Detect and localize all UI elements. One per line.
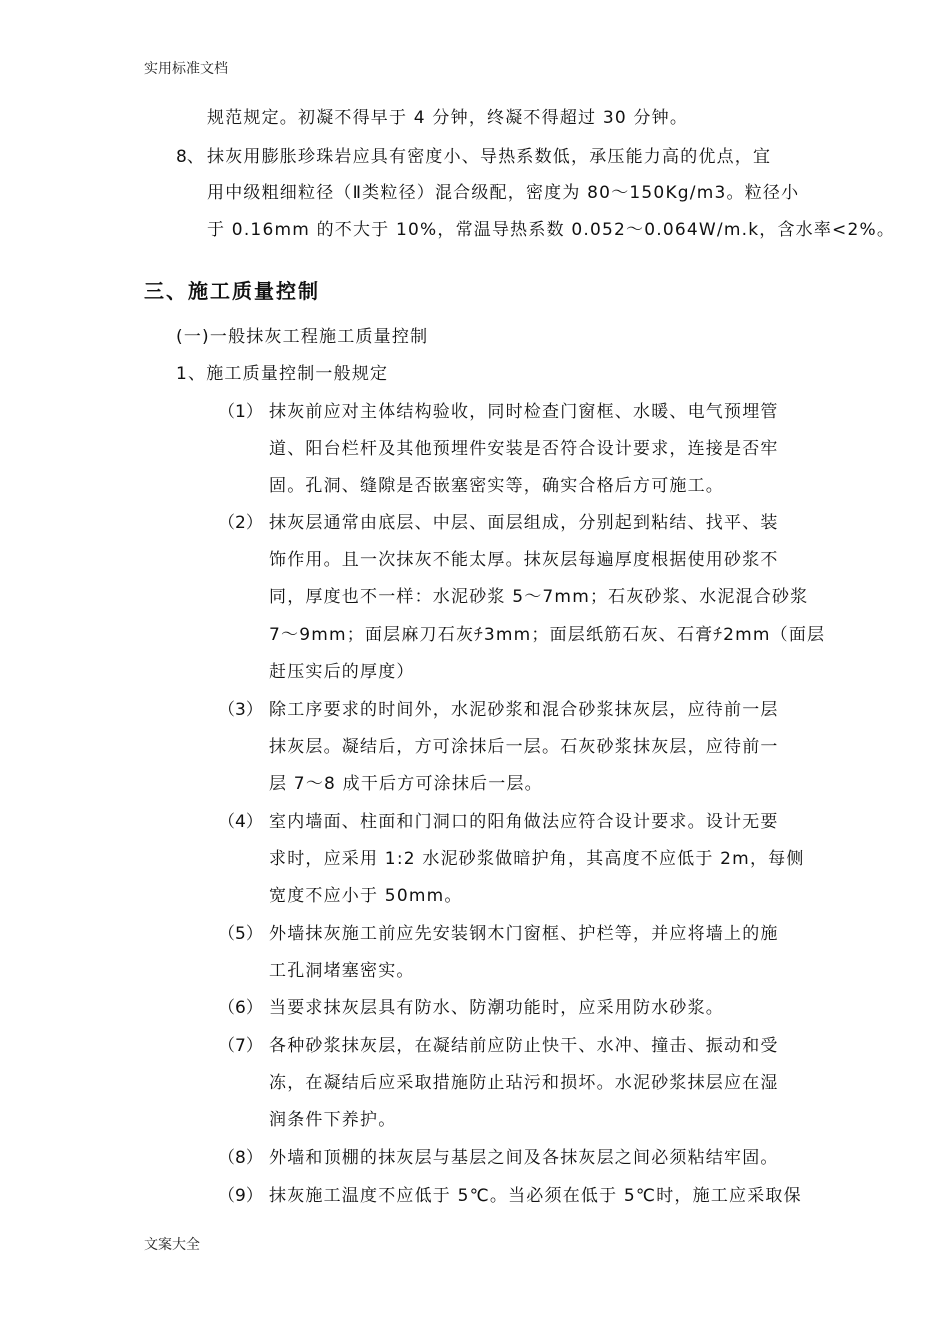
subsection-title: (一)一般抹灰工程施工质量控制 bbox=[176, 327, 429, 347]
section-title: 三、施工质量控制 bbox=[144, 279, 320, 303]
clause-line: 宽度不应小于 50mm。 bbox=[269, 886, 463, 906]
clause-line: 室内墙面、柱面和门洞口的阳角做法应符合设计要求。设计无要 bbox=[269, 812, 779, 832]
item-8-line-2: 用中级粗细粒径（Ⅱ类粒径）混合级配，密度为 80～150Kg/m3。粒径小 bbox=[207, 183, 800, 203]
clause-line: 同，厚度也不一样：水泥砂浆 5～7mm；石灰砂浆、水泥混合砂浆 bbox=[269, 587, 809, 607]
clause-number: （6） bbox=[218, 998, 263, 1018]
clause-line: 外墙抹灰施工前应先安装钢木门窗框、护栏等，并应将墙上的施 bbox=[269, 924, 779, 944]
clause-line: 7～9mm；面层麻刀石灰ﾁ3mm；面层纸筋石灰、石膏ﾁ2mm（面层 bbox=[269, 625, 826, 645]
clause-line: 饰作用。且一次抹灰不能太厚。抹灰层每遍厚度根据使用砂浆不 bbox=[269, 550, 779, 570]
continuation-line: 规范规定。初凝不得早于 4 分钟，终凝不得超过 30 分钟。 bbox=[207, 108, 689, 128]
item-8-line-1: 抹灰用膨胀珍珠岩应具有密度小、导热系数低，承压能力高的优点，宜 bbox=[207, 147, 772, 167]
clause-line: 道、阳台栏杆及其他预埋件安装是否符合设计要求，连接是否牢 bbox=[269, 439, 779, 459]
clause-line: 抹灰层通常由底层、中层、面层组成，分别起到粘结、找平、装 bbox=[269, 513, 779, 533]
clause-number: （3） bbox=[218, 700, 263, 720]
clause-number: （5） bbox=[218, 924, 263, 944]
clause-line: 工孔洞堵塞密实。 bbox=[269, 961, 415, 981]
clause-line: 求时，应采用 1:2 水泥砂浆做暗护角，其高度不应低于 2m，每侧 bbox=[269, 849, 805, 869]
clause-line: 抹灰层。凝结后，方可涂抹后一层。石灰砂浆抹灰层，应待前一 bbox=[269, 737, 779, 757]
page-header: 实用标准文档 bbox=[144, 61, 228, 77]
page-footer: 文案大全 bbox=[144, 1237, 200, 1253]
clause-line: 层 7～8 成干后方可涂抹后一层。 bbox=[269, 774, 543, 794]
clause-line: 除工序要求的时间外，水泥砂浆和混合砂浆抹灰层，应待前一层 bbox=[269, 700, 779, 720]
point-1-title: 1、施工质量控制一般规定 bbox=[176, 364, 389, 384]
clause-line: 润条件下养护。 bbox=[269, 1110, 397, 1130]
clause-number: （4） bbox=[218, 812, 263, 832]
clause-line: 当要求抹灰层具有防水、防潮功能时，应采用防水砂浆。 bbox=[269, 998, 724, 1018]
clause-line: 外墙和顶棚的抹灰层与基层之间及各抹灰层之间必须粘结牢固。 bbox=[269, 1148, 779, 1168]
clause-line: 赶压实后的厚度） bbox=[269, 662, 415, 682]
clause-line: 固。孔洞、缝隙是否嵌塞密实等，确实合格后方可施工。 bbox=[269, 476, 724, 496]
clause-number: （7） bbox=[218, 1036, 263, 1056]
clause-number: （1） bbox=[218, 402, 263, 422]
clause-line: 冻，在凝结后应采取措施防止玷污和损坏。水泥砂浆抹层应在湿 bbox=[269, 1073, 779, 1093]
clause-line: 抹灰施工温度不应低于 5℃。当必须在低于 5℃时，施工应采取保 bbox=[269, 1186, 802, 1206]
item-8-number: 8、 bbox=[176, 147, 204, 167]
item-8-line-3: 于 0.16mm 的不大于 10%，常温导热系数 0.052～0.064W/m.k，含水率<2%。 bbox=[207, 220, 896, 240]
clause-number: （2） bbox=[218, 513, 263, 533]
clause-number: （8） bbox=[218, 1148, 263, 1168]
clause-line: 各种砂浆抹灰层，在凝结前应防止快干、水冲、撞击、振动和受 bbox=[269, 1036, 779, 1056]
clause-number: （9） bbox=[218, 1186, 263, 1206]
clause-line: 抹灰前应对主体结构验收，同时检查门窗框、水暖、电气预埋管 bbox=[269, 402, 779, 422]
